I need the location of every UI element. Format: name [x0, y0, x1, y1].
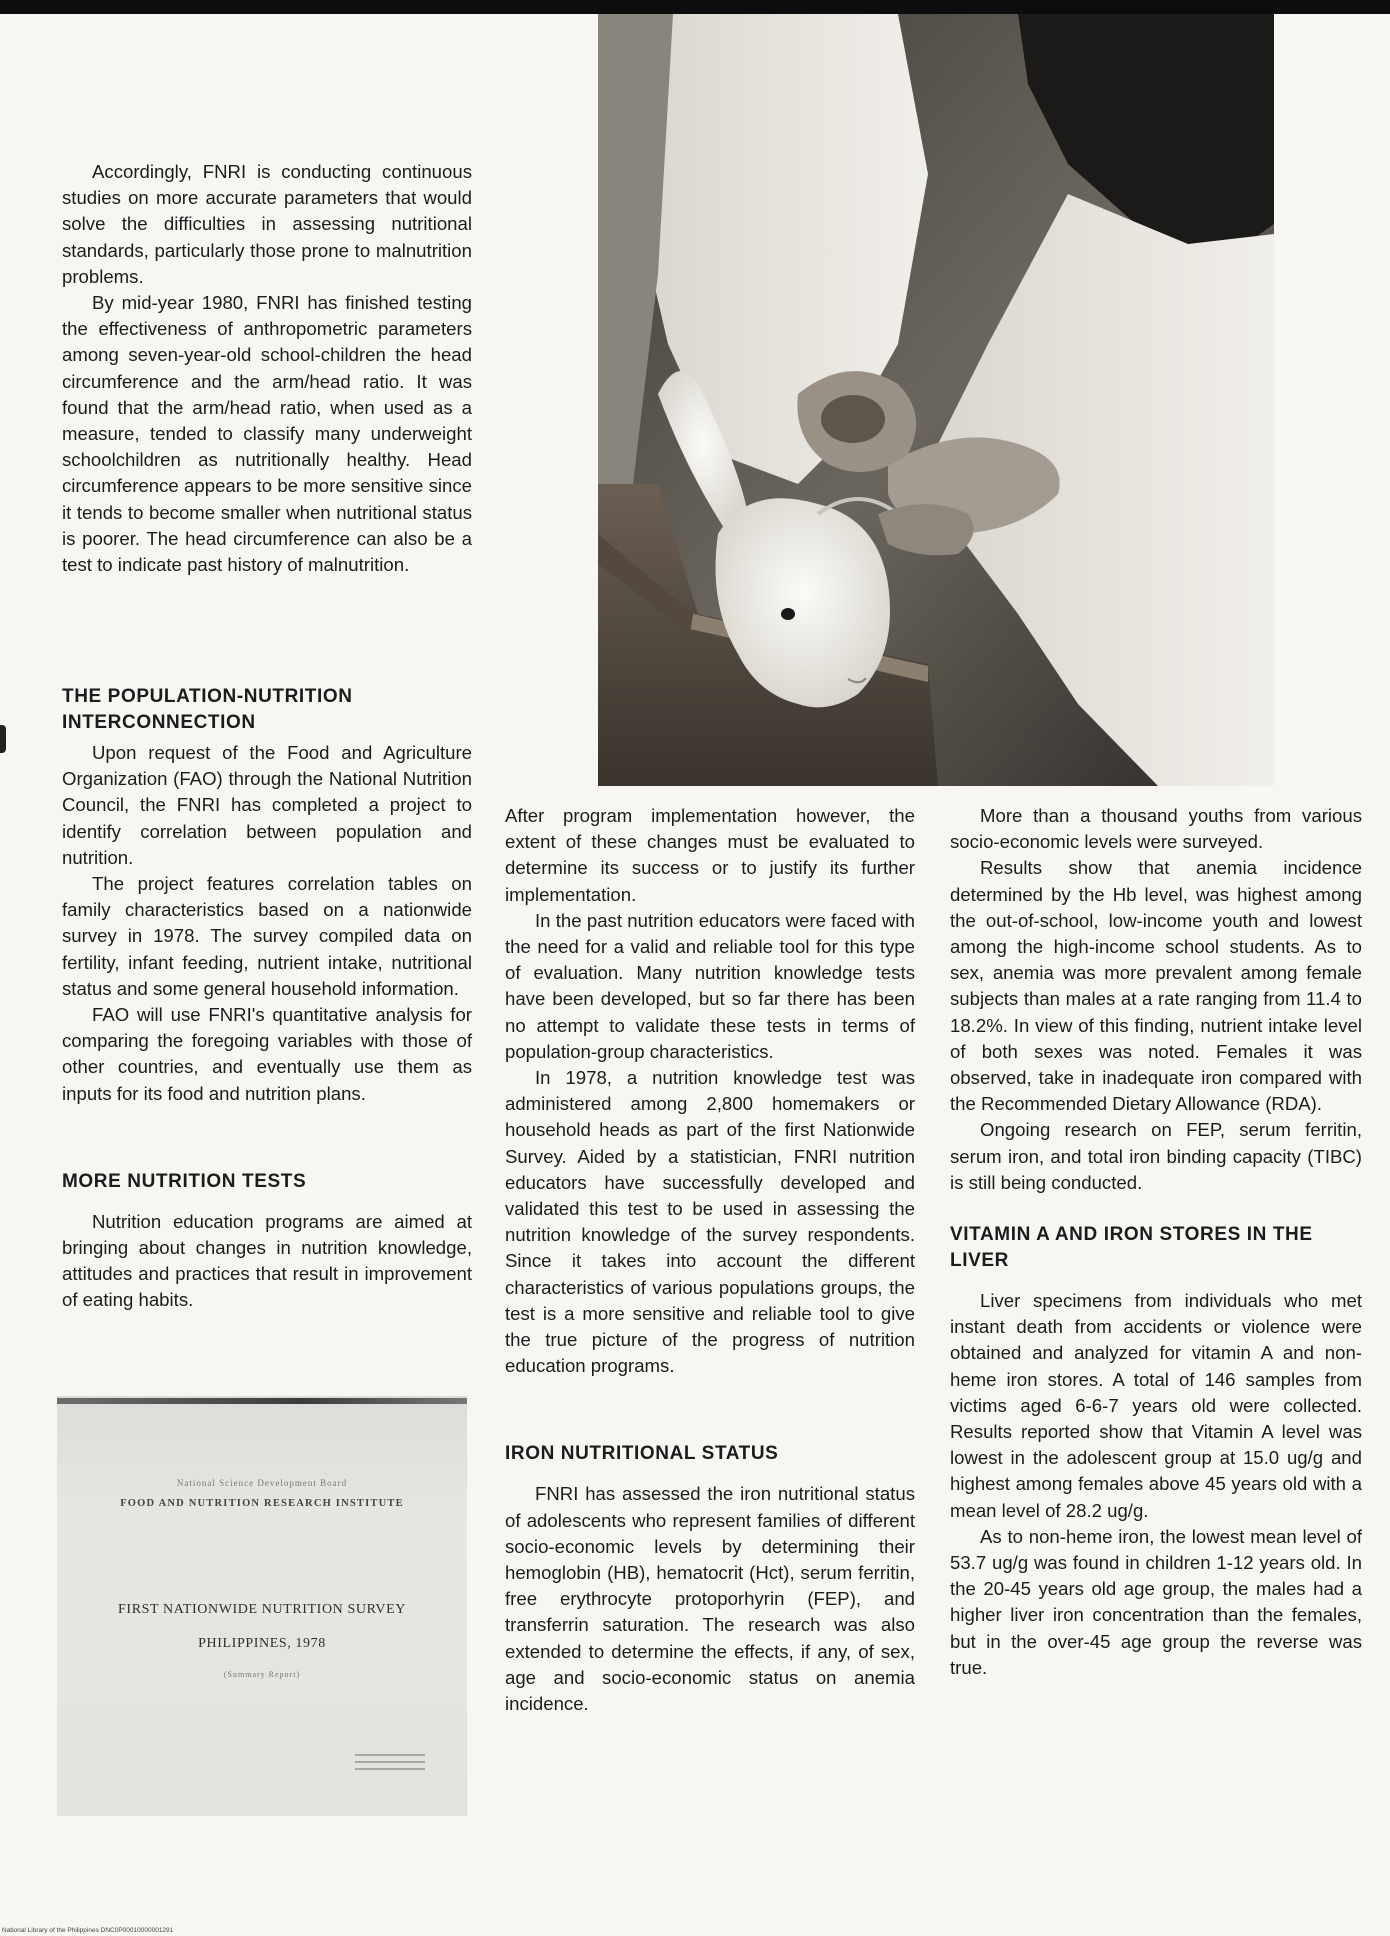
section-heading-vitamin-a-iron-liver: VITAMIN A AND IRON STORES IN THE LIVER	[950, 1224, 1313, 1272]
paragraph: FNRI has assessed the iron nutritional status of adolescents who represent families of different socio-economic levels by determining their hemoglobin (HB), hematocrit (Hct), serum ferritin, free erythrocyte protoporhyrin (FEP), and transferrin saturation. The research was also extended to determine the effects, if any, of sex, age and socio-economic status on anemia incidence.	[505, 1483, 915, 1715]
paragraph: After program implementation however, the extent of these changes must be evaluated to determine its success or to justify its further implementation.	[505, 805, 915, 905]
paragraph: In 1978, a nutrition knowledge test was administered among 2,800 homemakers or household heads as part of the first Nationwide Survey. Aided by a statistician, FNRI nutrition educators have successfully developed and validated this test to be used in assessing the nutrition knowledge of the survey respondents. Since it takes into account the different characteristics of various populations groups, the test is a more sensitive and reliable tool to give the true picture of the progress of nutrition education programs.	[505, 1067, 915, 1377]
cover-summary-label: (Summary Report)	[223, 1670, 301, 1679]
survey-report-cover	[57, 1396, 467, 1816]
cover-stamp-marks	[355, 1754, 425, 1770]
scan-edge-mark	[0, 725, 6, 753]
column-2	[505, 803, 915, 1717]
paragraph: As to non-heme iron, the lowest mean level of 53.7 ug/g was found in children 1-12 years old. In the 20-45 years old age group, the males had a higher liver iron concentration than the females, but in the over-45 age group the reverse was true.	[950, 1525, 1362, 1678]
section-heading-iron-nutritional-status: IRON NUTRITIONAL STATUS	[505, 1443, 779, 1465]
photo-illustration	[598, 14, 1274, 786]
column-3	[950, 803, 1362, 1681]
cover-institute-name: FOOD AND NUTRITION RESEARCH INSTITUTE	[120, 1498, 404, 1509]
paragraph: Liver specimens from individuals who met instant death from accidents or violence were obtained and analyzed for vitamin A and non-heme iron stores. A total of 146 samples from victims aged 6-6-7 years old were collected. Results reported show that Vitamin A level was lowest in the adolescent group at 15.0 ug/g and highest among females above 45 years old with a mean level of 28.2 ug/g.	[950, 1290, 1362, 1521]
paragraph: In the past nutrition educators were faced with the need for a valid and reliable tool for this type of evaluation. Many nutrition knowledge tests have been developed, but so far there has been no attempt to validate these tests in terms of population-group characteristics.	[505, 909, 915, 1062]
paragraph: By mid-year 1980, FNRI has finished testing the effectiveness of anthropometric parameters among seven-year-old school-children the head circumference and the arm/head ratio. It was found that the arm/head ratio, when used as a measure, tended to classify many underweight schoolchildren as nutritionally healthy. Head circumference appears to be more sensitive since it tends to become smaller when nutritional status is poorer. The head circumference can also be a test to indicate past history of malnutrition.	[62, 292, 472, 576]
paragraph: More than a thousand youths from various socio-economic levels were surveyed.	[950, 805, 1362, 853]
paragraph: Accordingly, FNRI is conducting continuous studies on more accurate parameters that would solve the difficulties in assessing nutritional standards, particularly those prone to malnutrition problems.	[62, 161, 472, 287]
cover-board-name: National Science Development Board	[176, 1478, 348, 1488]
cover-country-year: PHILIPPINES, 1978	[198, 1636, 326, 1651]
section-heading-population-nutrition: THE POPULATION-NUTRITION INTERCONNECTION	[62, 686, 353, 733]
paragraph: Results show that anemia incidence determined by the Hb level, was highest among the out-of-school, low-income youth and lowest among the high-income school students. As to sex, anemia was more prevalent among female subjects than males at a rate ranging from 11.4 to 18.2%. In view of this finding, nutrient intake level of both sexes was noted. Females it was observed, take in inadequate iron compared with the Recommended Dietary Allowance (RDA).	[950, 857, 1362, 1115]
cover-top-rule	[57, 1398, 467, 1404]
paragraph: Nutrition education programs are aimed at bringing about changes in nutrition knowledge, attitudes and practices that result in improvement of eating habits.	[62, 1210, 472, 1311]
scan-top-border	[0, 0, 1390, 14]
section-heading-more-nutrition-tests: MORE NUTRITION TESTS	[62, 1170, 307, 1192]
column-1-top	[62, 159, 472, 578]
paragraph: Ongoing research on FEP, serum ferritin, serum iron, and total iron binding capacity (TIBC) is still being conducted.	[950, 1119, 1362, 1193]
paragraph: FAO will use FNRI's quantitative analysis for comparing the foregoing variables with those of other countries, and eventually use them as inputs for its food and nutrition plans.	[62, 1004, 472, 1104]
scan-footer: National Library of the Philippines DNC0P00010000001291	[2, 1927, 174, 1934]
cover-survey-title: FIRST NATIONWIDE NUTRITION SURVEY	[118, 1602, 406, 1617]
rabbit-lab-photo	[598, 14, 1274, 786]
paragraph: Upon request of the Food and Agriculture Organization (FAO) through the National Nutrition Council, the FNRI has completed a project to identify correlation between population and nutrition.	[62, 742, 472, 868]
column-1-bottom	[62, 684, 472, 1314]
paragraph: The project features correlation tables on family characteristics based on a nationwide survey in 1978. The survey compiled data on fertility, infant feeding, nutrient intake, nutritional status and some general household information.	[62, 873, 472, 999]
